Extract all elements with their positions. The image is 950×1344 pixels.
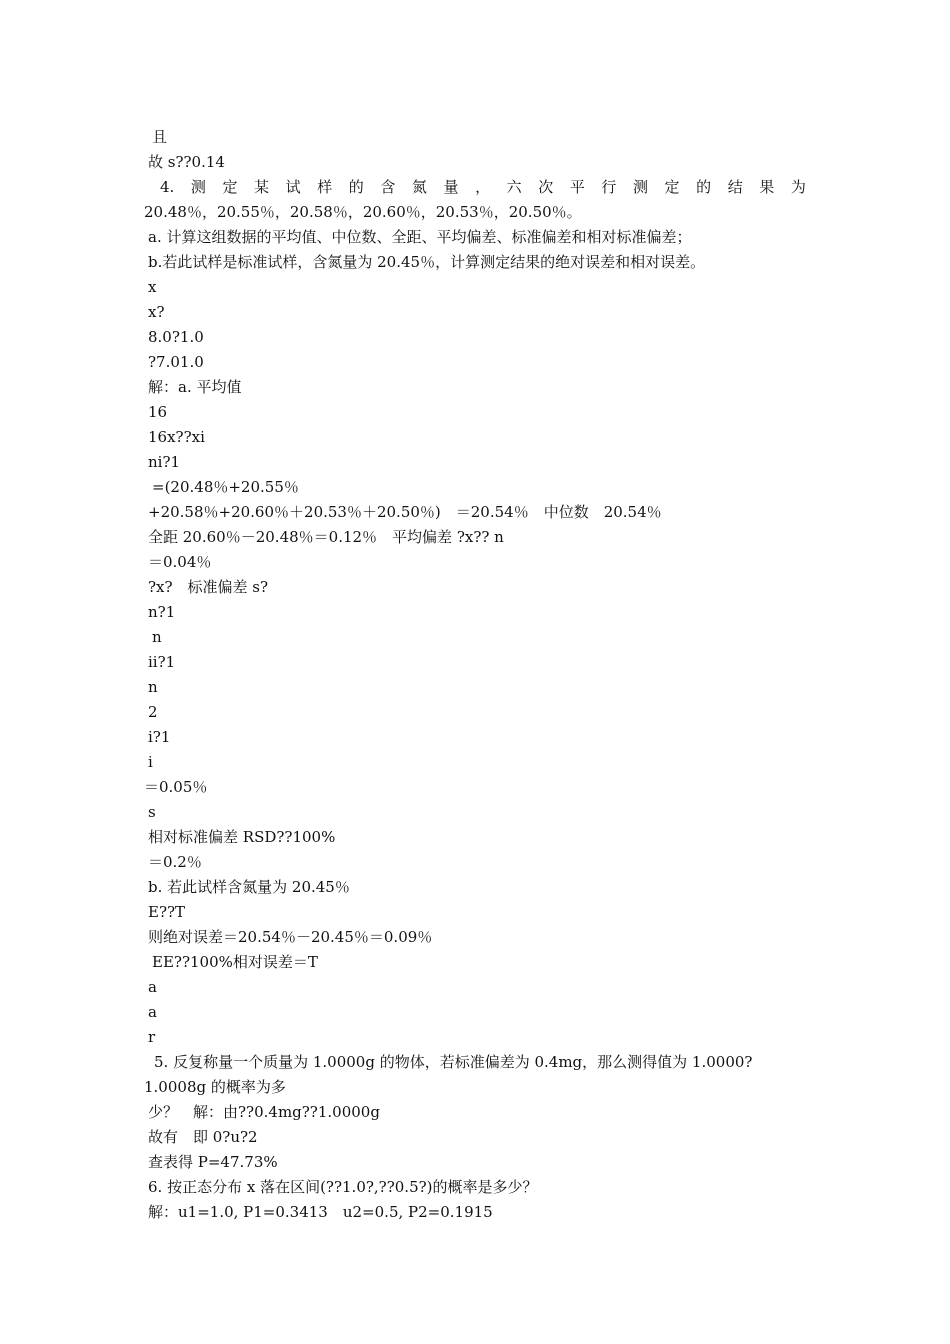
heading-char: 4. (160, 178, 175, 196)
text-line: 故有 即 0?u?2 (148, 1128, 258, 1146)
text-line: 故 s??0.14 (148, 153, 225, 171)
heading-char: 定 (222, 178, 238, 196)
heading-char: 样 (317, 178, 333, 196)
text-line: 解：a. 平均值 (148, 378, 242, 396)
text-line: 20.48％，20.55％，20.58％，20.60％，20.53％，20.50％。 (144, 203, 582, 221)
text-line: =(20.48％+20.55％ (152, 478, 299, 496)
text-line: x (148, 278, 157, 296)
heading-char: 结 (727, 178, 743, 196)
heading-char: 某 (254, 178, 270, 196)
text-line: 解：u1=1.0, P1=0.3413 u2=0.5, P2=0.1915 (148, 1203, 493, 1221)
text-line: i (148, 753, 153, 771)
text-line: 6. 按正态分布 x 落在区间(??1.0?,??0.5?)的概率是多少？ (148, 1178, 538, 1196)
heading-char: 为 (790, 178, 806, 196)
text-line: s (148, 803, 156, 821)
heading-char: 六 (506, 178, 522, 196)
text-line: +20.58％+20.60％＋20.53％＋20.50％) ＝20.54％ 中位数 20.54％ (148, 503, 662, 521)
heading-char: ， (475, 178, 491, 196)
text-line: n (148, 678, 158, 696)
text-line: ＝0.04％ (148, 553, 212, 571)
heading-char: 的 (348, 178, 364, 196)
text-line: 相对标准偏差 RSD??100% (148, 828, 336, 846)
text-line: E??T (148, 903, 186, 921)
text-line: 16 (148, 403, 168, 421)
text-line: ni?1 (148, 453, 181, 471)
text-line: 少？ 解：由??0.4mg??1.0000g (148, 1103, 380, 1121)
heading-char: 测 (190, 178, 206, 196)
heading-char: 平 (569, 178, 585, 196)
text-line: 5. 反复称量一个质量为 1.0000g 的物体，若标准偏差为 0.4mg，那么测得值为 1.0000? (154, 1053, 753, 1071)
text-line: EE??100%相对误差＝T (152, 953, 318, 971)
text-line: 查表得 P=47.73% (148, 1153, 278, 1171)
text-line: 2 (148, 703, 158, 721)
heading-char: 的 (696, 178, 712, 196)
heading-char: 行 (601, 178, 617, 196)
heading-char: 定 (664, 178, 680, 196)
text-line: ＝0.2％ (148, 853, 202, 871)
text-line: ＝0.05％ (144, 778, 208, 796)
text-line: x? (148, 303, 165, 321)
text-line: 1.0008g 的概率为多 (144, 1078, 286, 1096)
text-line: 16x??xi (148, 428, 205, 446)
heading-char: 次 (538, 178, 554, 196)
text-line: a (148, 978, 157, 996)
heading-char: 试 (285, 178, 301, 196)
text-line: 且 (152, 128, 168, 146)
text-line: ?x? 标准偏差 s? (148, 578, 269, 596)
heading-char: 测 (632, 178, 648, 196)
text-line: 全距 20.60％－20.48％＝0.12％ 平均偏差 ?x?? n (148, 528, 504, 546)
text-line: b.若此试样是标准试样，含氮量为 20.45％，计算测定结果的绝对误差和相对误差。 (148, 253, 706, 271)
heading-char: 氮 (411, 178, 427, 196)
text-line: a. 计算这组数据的平均值、中位数、全距、平均偏差、标准偏差和相对标准偏差； (148, 228, 692, 246)
text-line: ii?1 (148, 653, 176, 671)
text-line: b. 若此试样含氮量为 20.45％ (148, 878, 350, 896)
question-4-heading (160, 177, 806, 197)
text-line: 8.0?1.0 (148, 328, 204, 346)
text-line: n?1 (148, 603, 176, 621)
heading-char: 含 (380, 178, 396, 196)
heading-char: 果 (759, 178, 775, 196)
text-line: ?7.01.0 (148, 353, 204, 371)
heading-char: 量 (443, 178, 459, 196)
text-line: 则绝对误差＝20.54％－20.45％＝0.09％ (148, 928, 433, 946)
text-line: i?1 (148, 728, 171, 746)
text-line: n (152, 628, 162, 646)
text-line: r (148, 1028, 156, 1046)
text-line: a (148, 1003, 157, 1021)
